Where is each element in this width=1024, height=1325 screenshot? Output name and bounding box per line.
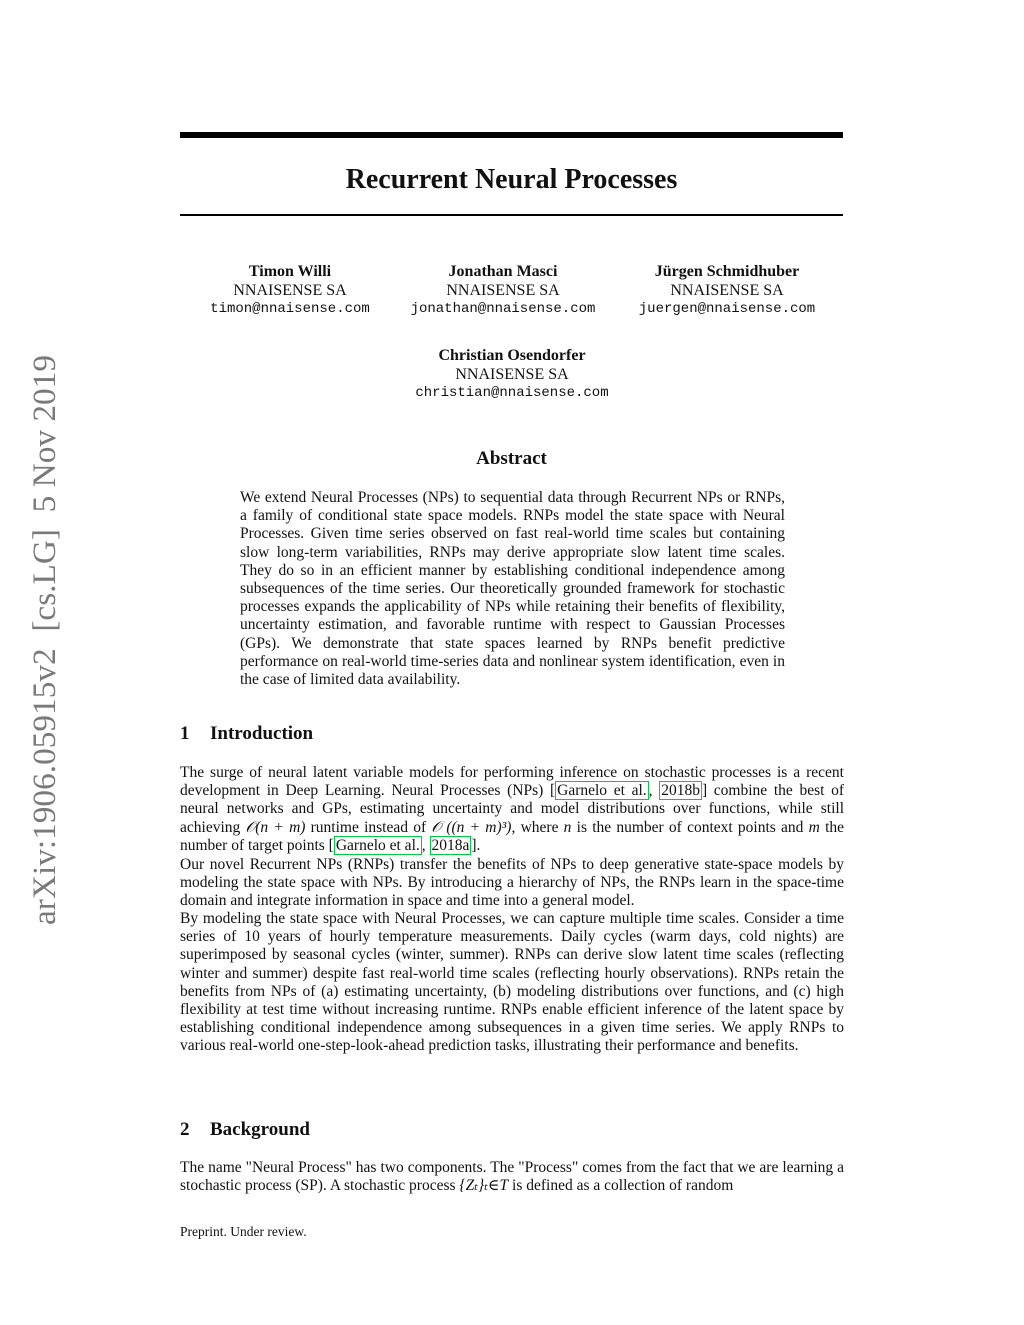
author-affiliation: NNAISENSE SA bbox=[455, 366, 569, 383]
section-number: 1 bbox=[180, 723, 190, 744]
author-block bbox=[402, 346, 622, 403]
text-run: , where bbox=[511, 818, 564, 836]
author-name: Jürgen Schmidhuber bbox=[654, 263, 800, 280]
author-block bbox=[190, 262, 390, 319]
text-run: the number of target points [ bbox=[180, 818, 845, 854]
text-run: ]. bbox=[471, 836, 481, 854]
author-affiliation: NNAISENSE SA bbox=[446, 282, 560, 299]
author-name: Timon Willi bbox=[248, 263, 332, 280]
abstract-heading: Abstract bbox=[476, 448, 547, 469]
text-run: runtime instead of bbox=[305, 818, 432, 836]
footer-note: Preprint. Under review. bbox=[180, 1224, 307, 1239]
author-affiliation: NNAISENSE SA bbox=[233, 282, 347, 299]
text-run: The name "Neural Process" has two components. The "Process" comes from the fact that we are learning a stochastic process (SP). A stochastic process bbox=[180, 1159, 844, 1195]
intro-paragraph-3: By modeling the state space with Neural Processes, we can capture multiple time scales. Consider a time series of 10 years of hourly temperature measurements. Daily cycles (warm days, cold nights) are superimposed by seasonal cycles (winter, summer). RNPs can derive slow latent time scales (reflecting winter and summer) despite fast real-world time scales (reflecting hourly observations). RNPs retain the benefits from NPs of (a) estimating uncertainty, (b) modeling distributions over functions, and (c) high flexibility at test time without increasing runtime. RNPs enable efficient inference of the latent space by establishing conditional independence among subsequences in a given time series. We apply RNPs to various real-world one-step-look-ahead prediction tasks, illustrating their performance and benefits. bbox=[180, 910, 844, 1055]
section-heading-introduction bbox=[180, 723, 843, 745]
text-run: , bbox=[648, 782, 660, 800]
author-name: Christian Osendorfer bbox=[438, 347, 586, 364]
intro-paragraph-1 bbox=[180, 764, 844, 855]
author-name: Jonathan Masci bbox=[448, 263, 558, 280]
section-number: 2 bbox=[180, 1119, 190, 1140]
math-variable: m bbox=[808, 818, 820, 836]
citation-link[interactable]: Garnelo et al. bbox=[335, 836, 420, 854]
author-email: timon@nnaisense.com bbox=[210, 301, 370, 317]
title-top-rule bbox=[180, 132, 843, 138]
math-expression: {Zₜ}ₜ∈T bbox=[459, 1177, 509, 1195]
text-run: , bbox=[421, 836, 430, 854]
math-expression: 𝒪(n + m) bbox=[245, 818, 306, 836]
text-run: ] combine the best of neural networks and GPs, estimating uncertainty and model distributions over functions, while still achieving bbox=[180, 782, 845, 836]
author-email: juergen@nnaisense.com bbox=[638, 301, 816, 317]
background-paragraph-1 bbox=[180, 1159, 844, 1195]
citation-link[interactable]: 2018a bbox=[431, 836, 470, 854]
title-bottom-rule bbox=[180, 214, 843, 216]
section-heading-background bbox=[180, 1119, 843, 1141]
author-block bbox=[402, 262, 604, 319]
math-variable: n bbox=[563, 818, 572, 836]
text-run: The surge of neural latent variable models for performing inference on stochastic processes is a recent development in Deep Learning. Neural Processes (NPs) [ bbox=[180, 764, 844, 800]
math-expression: 𝒪 ((n + m)³) bbox=[431, 818, 512, 836]
author-block bbox=[622, 262, 832, 319]
arxiv-stamp bbox=[0, 355, 90, 925]
arxiv-stamp-text: arXiv:1906.05915v2 [cs.LG] 5 Nov 2019 bbox=[27, 360, 63, 925]
paper-title: Recurrent Neural Processes bbox=[345, 164, 678, 195]
author-email: jonathan@nnaisense.com bbox=[410, 301, 596, 317]
author-affiliation: NNAISENSE SA bbox=[670, 282, 784, 299]
section-title: Introduction bbox=[210, 723, 314, 744]
citation-link[interactable]: Garnelo et al. bbox=[557, 782, 647, 800]
text-run: is the number of context points and bbox=[571, 818, 809, 836]
text-run: is defined as a collection of random bbox=[508, 1177, 734, 1195]
intro-paragraph-2: Our novel Recurrent NPs (RNPs) transfer the benefits of NPs to deep generative state-space models by modeling the state space with NPs. By introducing a hierarchy of NPs, the RNPs learn in the space-time domain and integrate information in space and time into a general model. bbox=[180, 856, 844, 910]
citation-link[interactable]: 2018b bbox=[661, 782, 700, 800]
section-title: Background bbox=[210, 1119, 310, 1140]
abstract-text: We extend Neural Processes (NPs) to sequential data through Recurrent NPs or RNPs, a family of conditional state space models. RNPs model the state space with Neural Processes. Given time series observed on fast real-world time scales but containing slow long-term variabilities, RNPs may derive appropriate slow latent time scales. They do so in an efficient manner by establishing conditional independence among subsequences of the time series. Our theoretically grounded framework for stochastic processes expands the applicability of NPs while retaining their benefits of flexibility, uncertainty estimation, and favorable runtime with respect to Gaussian Processes (GPs). We demonstrate that state spaces learned by RNPs benefit predictive performance on real-world time-series data and nonlinear system identification, even in the case of limited data availability. bbox=[240, 489, 785, 689]
author-email: christian@nnaisense.com bbox=[415, 385, 609, 401]
